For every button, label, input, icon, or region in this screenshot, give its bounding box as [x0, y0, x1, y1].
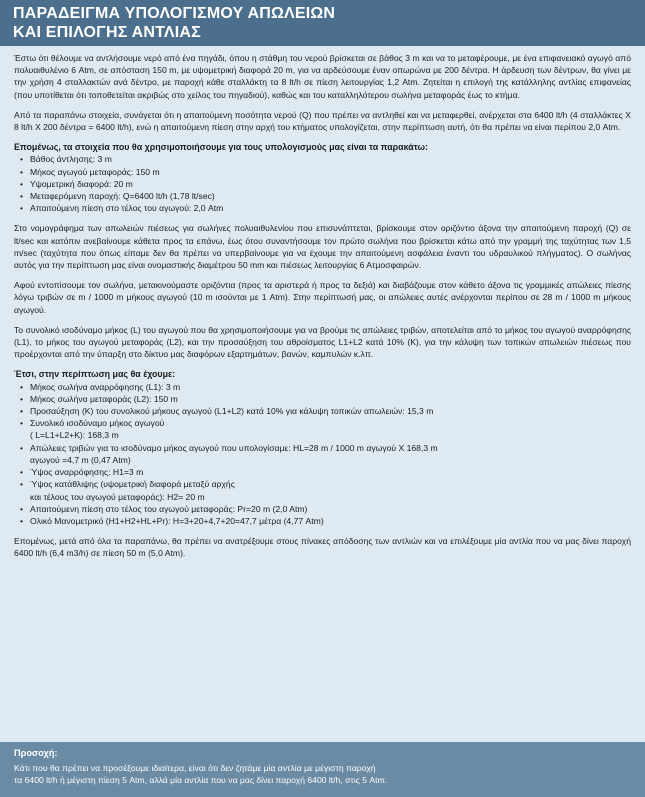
flow-requirement-paragraph: Από τα παραπάνω στοιχεία, συνάγεται ότι η απαιτούμενη ποσότητα νερού (Q) που πρέπει να αντληθεί και να μεταφερθεί, ανέρχεται στα 6400 lt/h (4 σταλλάκτες Χ 8 lt/h Χ 200 δέντρα = 6400 lt/h), ενώ η απαιτούμενη πίεση στην αρχή του κτήματος υπολογίζεται, στην περίπτωση αυτή, ότι θα πρέπει να είναι περίπου 2,0 Atm. — [14, 109, 631, 133]
list-item: • Συνολικό ισοδύναμο μήκος αγωγού ( L=L1+L2+K): 168,3 m — [20, 417, 631, 441]
nomogram-paragraph: Στο νομογράφημα των απωλειών πιέσεως για σωλήνες πολυαιθυλενίου που επισυνάπτεται, βρίσκουμε στον οριζόντιο άξονα την απαιτούμενη παροχή (Q) σε lt/sec και κατόπιν ανεβαίνουμε κάθετα προς τα επάνω, έως ότου συναντήσουμε τον πρώτο σωλήνα που βρίσκεται κάτω από την γραμμή της ταχύτητας των 1,5 m/sec (ταχύτητα που όπως είπαμε δεν θα πρέπει να υπερβαίνουμε για να έχουμε την απαιτούμενη ασφάλεια έναντι του υδραυλικού πλήγματος). Ο σωλήνας αυτός για την περίπτωση μας είναι ονομαστικής διαμέτρου 50 mm και πιέσεως λειτουργίας 6 Ατμοσφαιρών. — [14, 223, 631, 271]
list-item: • Ύψος αναρρόφησης: H1=3 m — [20, 466, 631, 478]
list-item: • Απώλειες τριβών για το ισοδύναμο μήκος αγωγού που υπολογίσαμε: HL=28 m / 1000 m αγωγού Χ 168,3 m αγωγού =4,7 m (0,47 Atm) — [20, 442, 631, 466]
title-line-1: ΠΑΡΑΔΕΙΓΜΑ ΥΠΟΛΟΓΙΣΜΟΥ ΑΠΩΛΕΙΩΝ — [13, 5, 336, 22]
input-data-list — [14, 153, 631, 214]
title-line-2: ΚΑΙ ΕΠΙΛΟΓΗΣ ΑΝΤΛΙΑΣ — [13, 24, 201, 41]
equivalent-length-paragraph: Το συνολικό ισοδύναμο μήκος (L) του αγωγού που θα χρησιμοποιήσουμε για να βρούμε τις απώλειες τριβών, αποτελείται από το μήκος του αγωγού αναρρόφησης (L1), το μήκος του αγωγού μεταφοράς (L2), και την προσαύξηση του αθροίσματος L1+L2 κατά 10% (K), για την κάλυψη των τοπικών απωλειών πιέσεως που προέρχονται από την ύπαρξη στο δίκτυο μας διαφόρων εξαρτημάτων, βανών, καμπυλών κ.λπ. — [14, 324, 631, 360]
list-item: • Βάθος άντλησης: 3 m — [20, 153, 631, 165]
list-item: • Μεταφερόμενη παροχή: Q=6400 lt/h (1,78 lt/sec) — [20, 190, 631, 202]
attention-box — [0, 742, 645, 797]
intro-paragraph: Έστω ότι θέλουμε να αντλήσουμε νερό από ένα πηγάδι, όπου η στάθμη του νερού βρίσκεται σε βάθος 3 m και να το μεταφέρουμε, με ένα επιφανειακό αγωγό από πολυαιθυλένιο 6 Atm, σε απόσταση 150 m, με υψομετρική διαφορά 20 m, για να αρδεύσουμε έναν οπωρώνα με 200 δέντρα. Η άρδευση των δέντρων, θα γίνει με την χρήση 4 σταλλακτών ανά δέντρο, με παροχή κάθε σταλλάκτη τα 8 lt/h σε πίεση λειτουργίας 1,2 Atm. Ζητείται η επιλογή της κατάλληλης αντλίας επιφανείας (που υποτίθεται ότι τοποθετείται ακριβώς στο χείλος του πηγαδιού), καθώς και του καταλληλότερου σωλήνα μεταφοράς έως το κτήμα. — [14, 53, 631, 100]
list-item: • Μήκος σωλήνα αναρρόφησης (L1): 3 m — [20, 381, 631, 393]
article-body — [0, 46, 645, 560]
friction-loss-paragraph: Αφού εντοπίσουμε τον σωλήνα, μετακινούμαστε οριζόντια (προς τα αριστερά ή προς τα δεξιά) και διαβάζουμε στον κάθετο άξονα τις γραμμικές απώλειες πίεσης λόγω τριβών σε m / 1000 m μήκους αγωγού (10 m ισούνται με 1 Atm). Στην περίπτωσή μας, οι απώλειες αυτές ανέρχονται περίπου σε 28 m / 1000 m μήκους αγωγού. — [14, 280, 631, 315]
list-item: • Μήκος αγωγού μεταφοράς: 150 m — [20, 166, 631, 178]
conclusion-paragraph: Επομένως, μετά από όλα τα παραπάνω, θα πρέπει να ανατρέξουμε στους πίνακες απόδοσης των αντλιών και να επιλέξουμε μία αντλία που να μας δίνει παροχή 6400 lt/h (6,4 m3/h) σε πίεση 50 m (5,0 Atm). — [14, 536, 631, 559]
list-item: • Απαιτούμενη πίεση στο τέλος του αγωγού μεταφοράς: Pr=20 m (2,0 Atm) — [20, 503, 631, 515]
list-item: • Υψομετρική διαφορά: 20 m — [20, 178, 631, 190]
list-item: • Απαιτούμενη πίεση στο τέλος του αγωγού: 2,0 Atm — [20, 202, 631, 214]
calculation-heading: Έτσι, στην περίπτωση μας θα έχουμε: — [14, 369, 176, 380]
list-item: • Προσαύξηση (Κ) του συνολικού μήκους αγωγού (L1+L2) κατά 10% για κάλυψη τοπικών απωλειών: 15,3 m — [20, 405, 631, 417]
attention-line-2: τα 6400 lt/h ή μέγιστη πίεση 5 Atm, αλλά μία αντλία που να μας δίνει παροχή 6400 lt/h, στις 5 Atm. — [14, 775, 388, 786]
data-list-heading: Επομένως, τα στοιχεία που θα χρησιμοποιήσουμε για τους υπολογισμούς μας είναι τα παρακάτω: — [14, 142, 428, 153]
calculation-list — [14, 381, 631, 527]
list-item: • Μήκος σωλήνα μεταφοράς (L2): 150 m — [20, 393, 631, 405]
attention-title: Προσοχή: — [14, 748, 58, 758]
title-banner — [0, 0, 645, 46]
list-item: • Ολικό Μανομετρικό (H1+H2+HL+Pr): H=3+20+4,7+20=47,7 μέτρα (4,77 Atm) — [20, 515, 631, 527]
list-item: • Ύψος κατάθλιψης (υψομετρική διαφορά μεταξύ αρχής και τέλους του αγωγού μεταφοράς): H2= 20 m — [20, 478, 631, 502]
attention-line-1: Κάτι που θα πρέπει να προσέξουμε ιδιαίτερα, είναι ότι δεν ζητάμε μία αντλία με μέγιστη παροχή — [14, 762, 376, 773]
